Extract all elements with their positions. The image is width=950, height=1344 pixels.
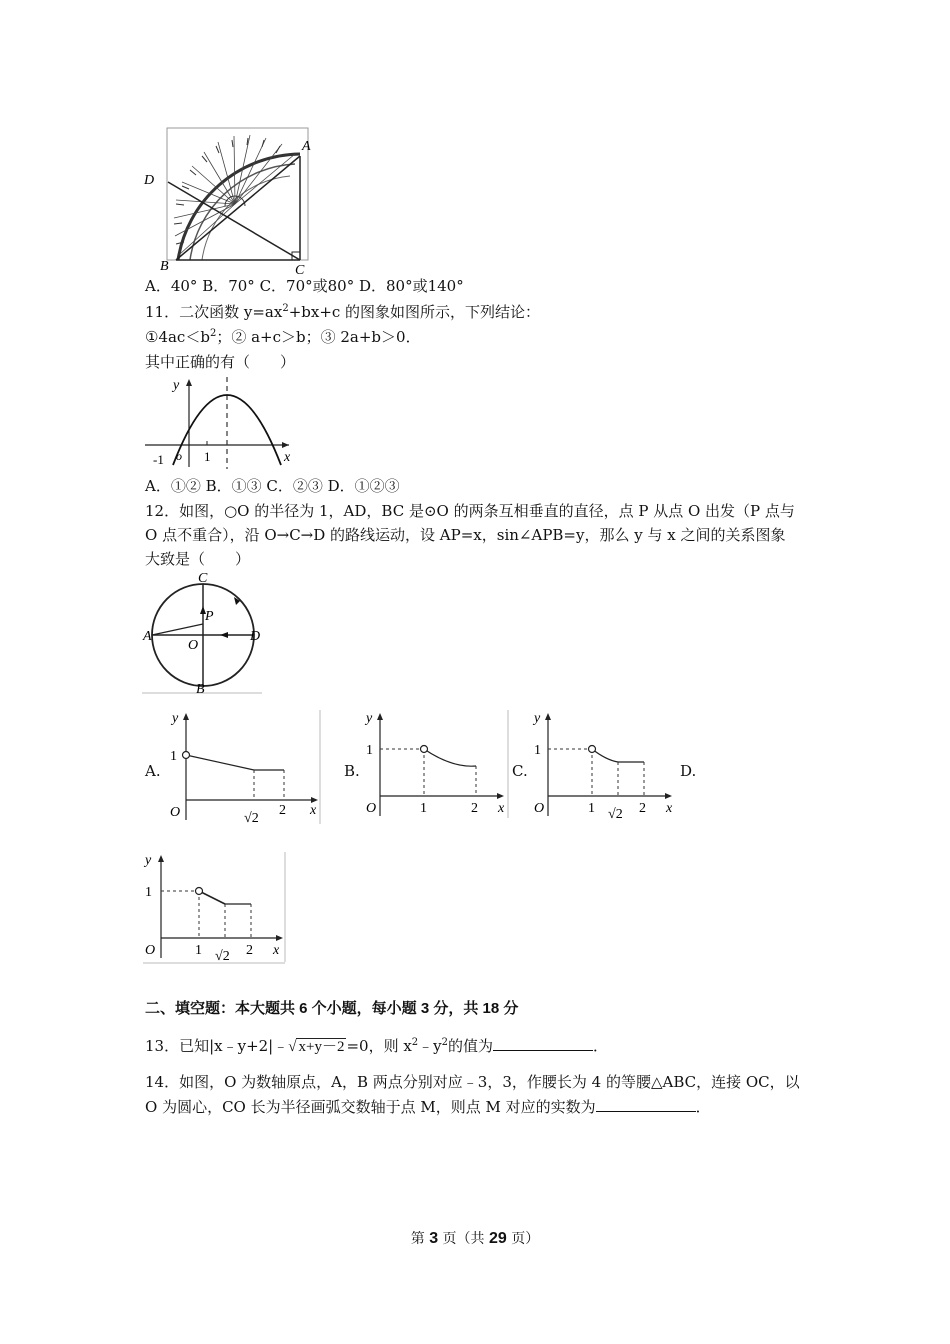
q12-label-a: A [143, 629, 152, 644]
q12c-origin-label: O [534, 801, 545, 816]
q12-label-p: P [205, 609, 214, 624]
q11-y-label: y [173, 378, 180, 393]
q12d-sqrt2-radicand: 2 [222, 949, 230, 964]
q11-ask: 其中正确的有（ ） [145, 353, 296, 371]
q12-option-d-label: D. [680, 762, 697, 780]
q12d-y-label: y [145, 853, 152, 868]
q11-stem-sup: 2 [282, 303, 289, 314]
q11-x-label: x [284, 450, 291, 465]
footer-middle: 页（共 [442, 1231, 485, 1247]
q12b-x-label: x [498, 801, 505, 816]
q12a-y-label: y [172, 711, 179, 726]
q12c-two-label: 2 [639, 801, 646, 816]
q14-end: ． [695, 1098, 711, 1116]
q12a-two-label: 2 [279, 803, 286, 818]
page-footer [0, 1228, 950, 1248]
label-d: D [144, 173, 155, 188]
footer-page-number: 3 [429, 1230, 439, 1247]
q12-line2: O 点不重合），沿 O→C→D 的路线运动，设 AP=x，sin∠APB=y，那么 y 与 x 之间的关系图象 [145, 526, 786, 544]
q11-stem-suffix: +bx+c 的图象如图所示，下列结论： [288, 303, 541, 321]
q12a-sqrt2-radicand: 2 [251, 811, 259, 826]
q11-stem [145, 301, 540, 323]
q12-label-d: D [250, 629, 261, 644]
q14-line2: O 为圆心，CO 长为半径画弧交数轴于点 M，则点 M 对应的实数为 [145, 1098, 596, 1116]
q13-middle: =0，则 x [346, 1037, 412, 1055]
q12-line1: 12．如图，○O 的半径为 1，AD，BC 是⊙O 的两条互相垂直的直径，点 P 从点 O 出发（P 点与 [145, 502, 795, 520]
q13-sqrt: √ x+y－2 [288, 1039, 345, 1055]
q12c-sqrt2-label: √2 [608, 807, 623, 822]
q12-option-b-graph [362, 708, 510, 820]
q12-label-c: C [198, 572, 208, 586]
q12-label-b: B [196, 682, 205, 696]
label-a: A [302, 139, 311, 154]
q13-prefix: 13．已知|x﹣y+2|﹣ [145, 1037, 289, 1055]
q11-options: A．①② B．①③ C．②③ D．①②③ [145, 477, 400, 495]
q14-line2-wrap [145, 1096, 711, 1118]
q14-answer-blank[interactable] [596, 1097, 696, 1112]
q13-suffix: 的值为 [448, 1037, 494, 1055]
q12c-one-tick-label: 1 [588, 801, 595, 816]
q11-conclusion-a: ①4ac＜b [145, 328, 210, 346]
q12-option-c-label: C. [512, 762, 528, 780]
label-c: C [295, 263, 305, 274]
q11-one-label: 1 [204, 449, 211, 464]
q10-options: A．40° B．70° C．70°或80° D．80°或140° [145, 277, 464, 295]
q12b-origin-label: O [366, 801, 377, 816]
q12b-two-label: 2 [471, 801, 478, 816]
q13-radicand: x+y－2 [298, 1039, 345, 1055]
q12-circle-figure [142, 572, 264, 696]
q12c-sqrt2-radicand: 2 [615, 807, 623, 822]
q12b-one-label: 1 [366, 743, 373, 758]
q12-option-d-graph [143, 850, 289, 965]
q12-label-o: O [188, 638, 199, 653]
q12a-one-label: 1 [170, 749, 177, 764]
q13-sup2: 2 [441, 1037, 449, 1048]
label-b: B [160, 259, 169, 274]
q13-middle2: ﹣y [418, 1037, 442, 1055]
q12b-one-tick-label: 1 [420, 801, 427, 816]
q12-option-a-graph [166, 708, 322, 826]
footer-prefix: 第 [410, 1231, 425, 1247]
q12c-x-label: x [666, 801, 673, 816]
q11-stem-prefix: 11．二次函数 y=ax [145, 303, 283, 321]
q12d-origin-label: O [145, 943, 156, 958]
q12c-one-label: 1 [534, 743, 541, 758]
q13-end: ． [593, 1037, 609, 1055]
protractor-figure [140, 124, 315, 274]
q11-conclusions [145, 326, 421, 348]
q12-line3: 大致是（ ） [145, 550, 251, 568]
q12a-sqrt2-label: √2 [244, 811, 259, 826]
q11-conclusion-b: ；② a+c＞b；③ 2a+b＞0． [216, 328, 421, 346]
q11-neg1-label: -1 [153, 452, 164, 467]
q12d-x-label: x [273, 943, 280, 958]
q12a-origin-label: O [170, 805, 181, 820]
q13-sup1: 2 [411, 1037, 419, 1048]
q12d-sqrt2-label: √2 [215, 949, 230, 964]
q12d-one-label: 1 [145, 885, 152, 900]
q12d-one-tick-label: 1 [195, 943, 202, 958]
q12d-two-label: 2 [246, 943, 253, 958]
q12c-y-label: y [534, 711, 541, 726]
footer-suffix: 页） [511, 1231, 540, 1247]
q12a-x-label: x [310, 803, 317, 818]
q14-line1: 14．如图，O 为数轴原点，A，B 两点分别对应﹣3，3，作腰长为 4 的等腰△ABC，连接 OC，以 [145, 1073, 800, 1091]
q11-conclusion-sup: 2 [209, 328, 217, 339]
footer-total-pages: 29 [489, 1230, 507, 1247]
q11-origin-label: o [176, 449, 182, 463]
q13 [145, 1035, 608, 1058]
section-2-heading: 二、填空题：本大题共 6 个小题，每小题 3 分，共 18 分 [145, 1000, 519, 1017]
q12-option-b-label: B. [344, 762, 360, 780]
q12-option-c-graph [530, 708, 680, 822]
q12-option-a-label: A. [145, 762, 161, 780]
q11-parabola-graph [143, 375, 293, 470]
q13-answer-blank[interactable] [493, 1036, 593, 1051]
q12b-y-label: y [366, 711, 373, 726]
